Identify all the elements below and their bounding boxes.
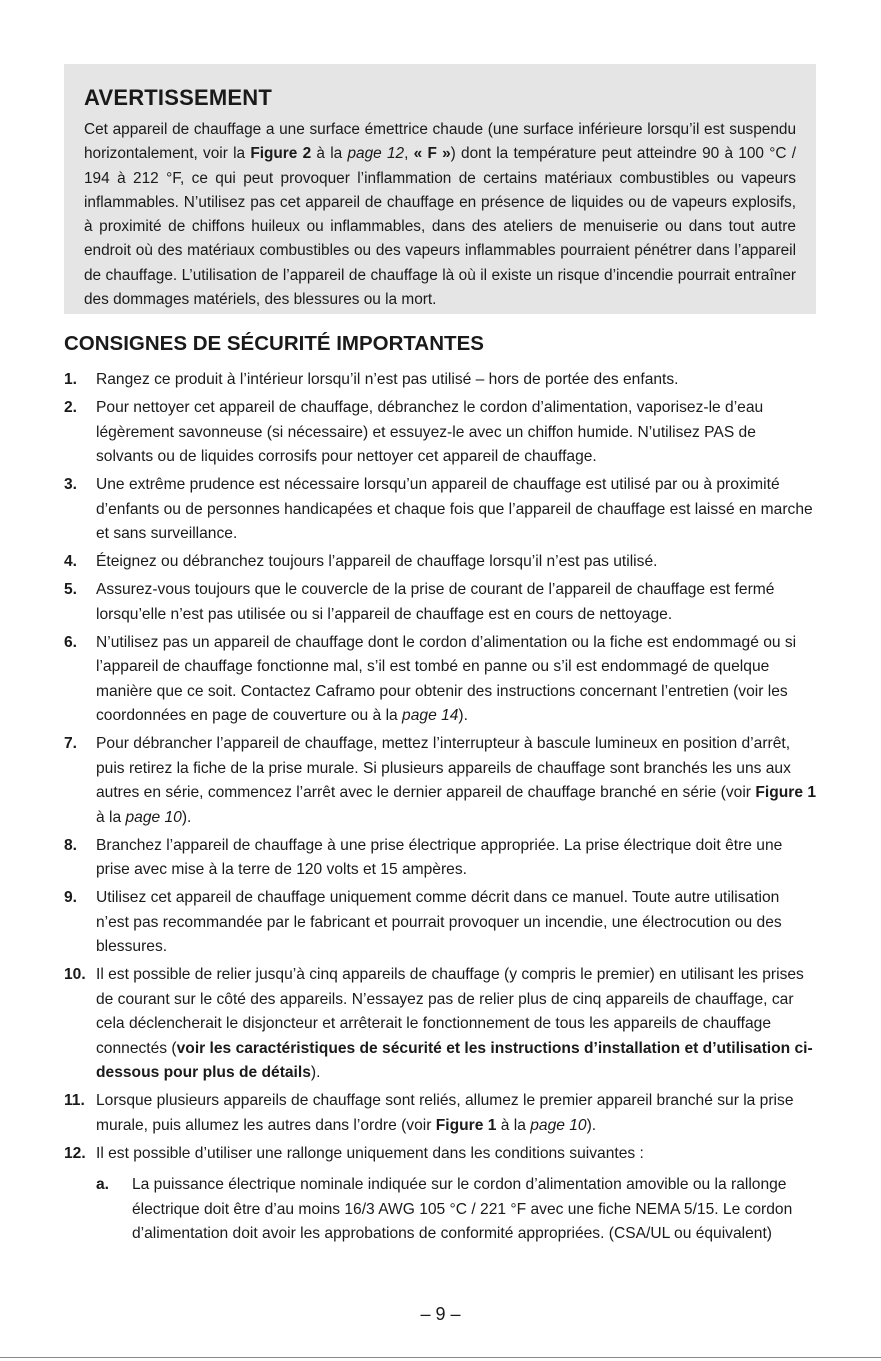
safety-item [64,732,816,830]
item-text [96,966,813,1081]
item-text [96,553,657,570]
text-run: Il est possible d’utiliser une rallonge uniquement dans les conditions suivantes : [96,1144,644,1162]
item-text [96,1092,794,1134]
italic-text: page 12 [347,145,405,163]
item-number: 2. [64,399,78,416]
page-number: – 9 – [420,1304,461,1324]
item-text [96,581,774,623]
text-run: Pour débrancher l’appareil de chauffage, mettez l’interrupteur à bascule lumineux en position d’arrêt, puis retirez la fiche de la prise murale. Si plusieurs appareils de chauffage sont branchés les uns aux autres en série, commencez l’arrêt avec le dernier appareil de chauffage branché en série (voir [96,735,791,801]
item-number: 8. [64,836,78,854]
safety-item [64,473,816,547]
bold-text: « F » [413,145,451,163]
italic-text: page 14 [402,707,459,724]
text-run: Assurez-vous toujours que le couvercle de la prise de courant de l’appareil de chauffage est fermé lorsqu’elle n’est pas utilisée ou si l’appareil de chauffage est en cours de nettoyage. [96,581,775,623]
item-number: 12. [64,1144,86,1162]
text-run: Utilisez cet appareil de chauffage uniquement comme décrit dans ce manuel. Toute autre utilisation n’est pas recommandée par le fabricant et pourrait provoquer un incendie, une électrocution ou des blessures. [96,889,782,955]
bold-text: Figure 1 [435,1116,497,1134]
item-text [96,1145,644,1162]
item-number: 4. [64,553,78,570]
sub-item-text [132,1176,792,1242]
text-run: La puissance électrique nominale indiquée sur le cordon d’alimentation amovible ou la rallonge électrique doit être d’au moins 16/3 AWG 105 °C / 221 °F avec une fiche NEMA 5/15. Le cordon d’alimentation doit avoir les approbations de conformité appropriées. (CSA/UL ou équivalent) [132,1176,793,1242]
text-run: à la [496,1116,531,1134]
sub-item-list [96,1173,816,1247]
bold-text: Figure 1 [755,784,816,801]
text-run: ) dont la température peut atteindre 90 à 100 °C / 194 à 212 °F, ce qui peut provoquer l’inflammation de certains matériaux combustibles ou vapeurs inflammables. N’utilisez pas cet appareil de chauffage en présence de liquides ou de vapeurs explosifs, à proximité de chiffons huileux ou inflammables, dans des ateliers de menuiserie ou dans tout autre endroit où des matériaux combustibles ou des vapeurs inflammables pourraient pénétrer dans l’appareil de chauffage. L’utilisation de l’appareil de chauffage là où il existe un risque d’incendie pourrait entraîner des dommages matériels, des blessures ou la mort. [84,145,796,309]
warning-title: AVERTISSEMENT [84,85,272,110]
text-run: Lorsque plusieurs appareils de chauffage sont reliés, allumez le premier appareil branché sur la prise murale, puis allumez les autres dans l’ordre (voir [96,1092,794,1134]
page-bottom-rule [0,1357,881,1358]
text-run: Rangez ce produit à l’intérieur lorsqu’il n’est pas utilisé – hors de portée des enfants. [96,371,679,388]
italic-text: page 10 [530,1116,587,1134]
text-run: à la [311,145,348,163]
safety-item [64,368,816,393]
safety-item [64,1089,816,1138]
item-number: 3. [64,476,78,493]
safety-item [64,834,816,883]
item-number: 7. [64,735,78,752]
safety-item [64,886,816,960]
item-text [96,735,816,826]
text-run: Branchez l’appareil de chauffage à une prise électrique appropriée. La prise électrique doit être une prise avec mise à la terre de 120 volts et 15 ampères. [96,836,783,878]
item-number: 11. [64,1092,85,1109]
text-run: Il est possible de relier jusqu’à cinq appareils de chauffage (y compris le premier) en utilisant les prises de courant sur le côté des appareils. N’essayez pas de relier plus de cinq appareils de chauffage, car cela déclencherait le disjoncteur et arrêterait le fonctionnement de tous les appareils de chauffage connectés ( [96,966,804,1057]
text-run: N’utilisez pas un appareil de chauffage dont le cordon d’alimentation ou la fiche est endommagé ou si l’appareil de chauffage fonctionne mal, s’il est tombé en panne ou s’il est endommagé de quelque manière que ce soit. Contactez Caframo pour obtenir des instructions concernant l’entretien (voir les coordonnées en page de couverture ou à la [96,633,797,724]
sub-item-letter: a. [96,1176,110,1193]
bold-text: voir les caractéristiques de sécurité et les instructions d’installation et d’utilisation ci-dessous pour plus de détails [96,1039,813,1081]
text-run: , [404,145,414,163]
safety-item [64,1142,816,1247]
item-text [96,371,679,388]
safety-item [64,578,816,627]
text-run: Pour nettoyer cet appareil de chauffage, débranchez le cordon d’alimentation, vaporisez-le d’eau légèrement savonneuse (si nécessaire) et essuyez-le avec un chiffon humide. N’utilisez PAS de solvants ou de liquides corrosifs pour nettoyer cet appareil de chauffage. [96,399,764,465]
safety-instructions-list [64,368,816,1250]
safety-item [64,963,816,1086]
text-run: à la [96,808,126,826]
item-number: 10. [64,966,86,983]
text-run: Une extrême prudence est nécessaire lorsqu’un appareil de chauffage est utilisé par ou à proximité d’enfants ou de personnes handicapées et chaque fois que l’appareil de chauffage est laissé en marche et sans surveillance. [96,476,813,542]
safety-item [64,550,816,575]
section-title: CONSIGNES DE SÉCURITÉ IMPORTANTES [64,332,484,355]
bold-text: Figure 2 [250,145,312,163]
text-run: Cet appareil de chauffage a une surface émettrice chaude (une surface inférieure lorsqu’il est suspendu horizontalement, voir la [84,121,796,163]
item-text [96,837,782,879]
item-text [96,634,796,725]
warning-text [84,118,796,312]
warning-box [64,64,816,314]
item-number: 1. [64,371,78,388]
item-text [96,476,813,542]
item-text [96,889,782,955]
item-number: 5. [64,581,78,598]
safety-item [64,396,816,470]
text-run: ). [310,1064,321,1081]
sub-item [96,1173,816,1247]
item-text [96,399,763,465]
text-run: ). [458,707,468,724]
item-number: 9. [64,889,78,906]
safety-item [64,631,816,729]
text-run: ). [586,1116,597,1134]
text-run: ). [181,808,192,826]
text-run: Éteignez ou débranchez toujours l’appareil de chauffage lorsqu’il n’est pas utilisé. [96,553,658,570]
item-number: 6. [64,633,78,651]
italic-text: page 10 [125,808,182,826]
